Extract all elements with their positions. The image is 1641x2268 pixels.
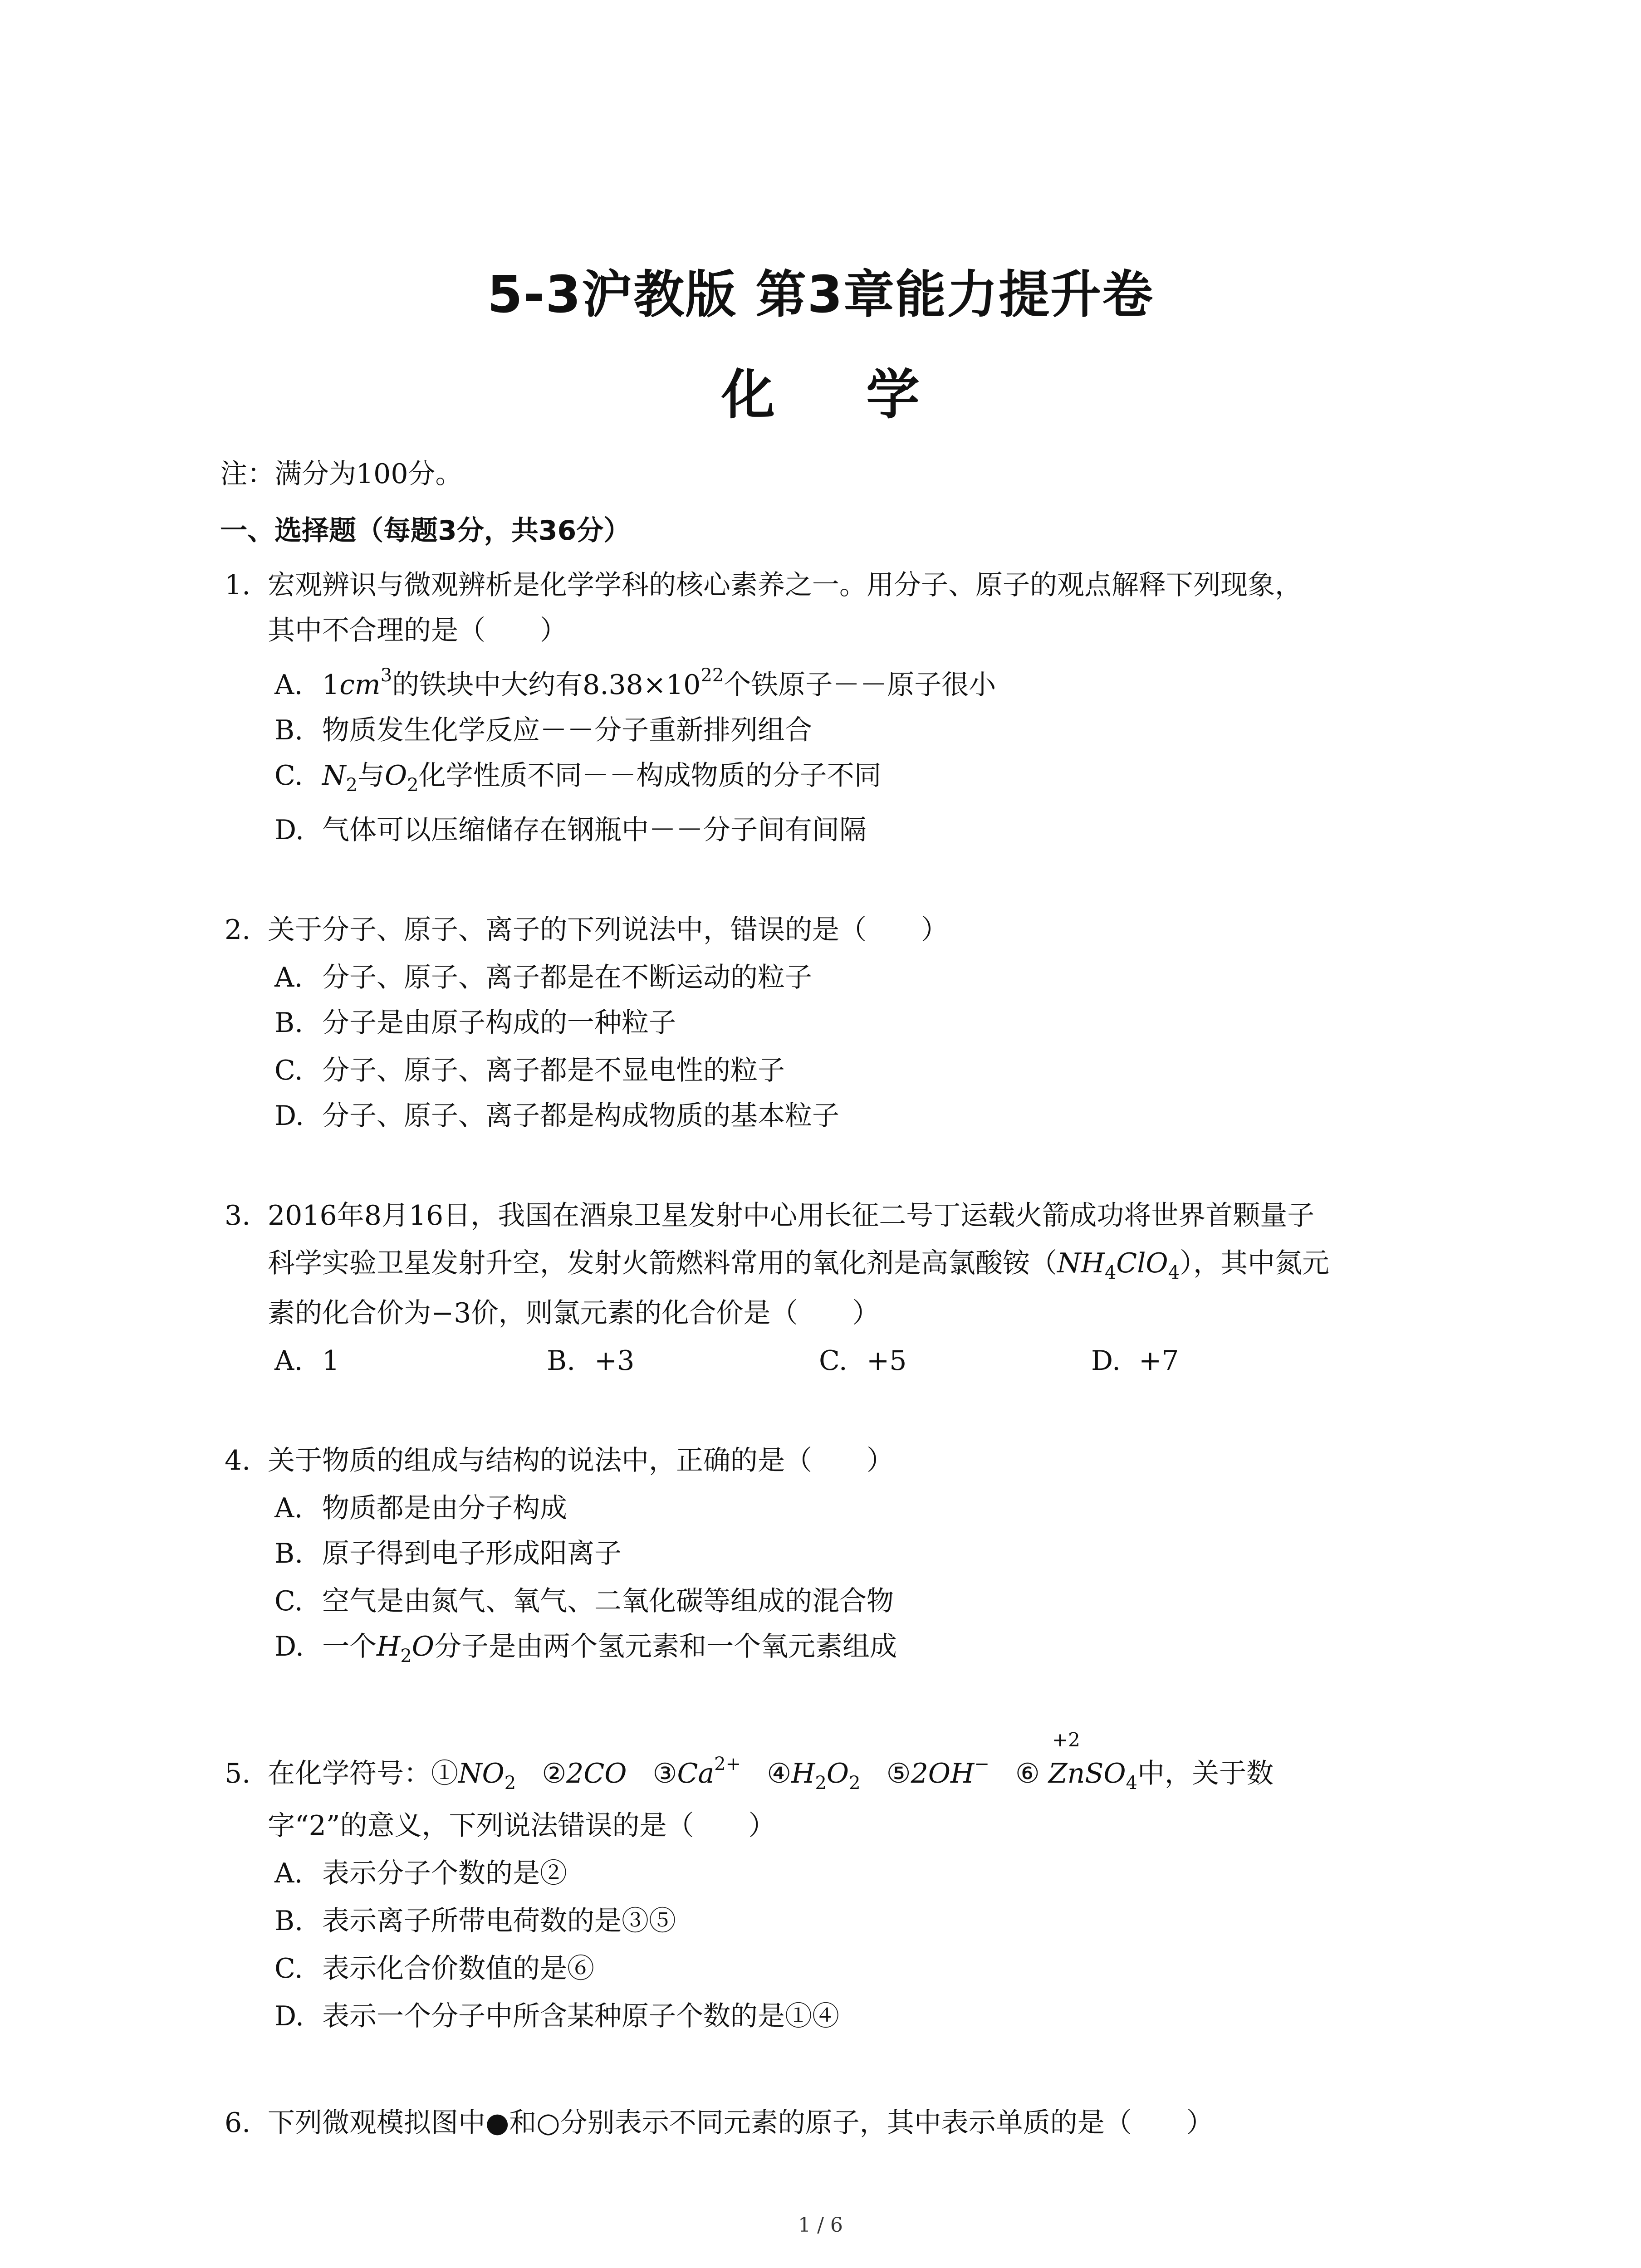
- q1-option-b: B. 物质发生化学反应－－分子重新排列组合: [274, 712, 812, 748]
- option-letter: C.: [274, 760, 303, 792]
- q5-number: 5.: [225, 1758, 251, 1789]
- option-letter: B.: [274, 1538, 304, 1569]
- q5-option-a: A. 表示分子个数的是②: [274, 1855, 567, 1892]
- option-letter: C.: [274, 1055, 303, 1086]
- q5-option-c: C. 表示化合价数值的是⑥: [274, 1950, 594, 1987]
- q2-option-b: B. 分子是由原子构成的一种粒子: [274, 1005, 676, 1041]
- q5-option-b: B. 表示离子所带电荷数的是③⑤: [274, 1903, 676, 1939]
- option-letter: D.: [274, 814, 304, 846]
- q5-stem-line1: 在化学符号：$①NO_2$ ②2CO $③Ca^{2+}$ $④H_2O_2$ ⑤2OH− ⑥ +2 ZnSO$_4$中，关于数: [268, 1729, 1274, 1794]
- q1-stem-line1: 宏观辨识与微观辨析是化学学科的核心素养之一。用分子、原子的观点解释下列现象，: [268, 569, 1302, 601]
- q3-stem-line2: 科学实验卫星发射升空，发射火箭燃料常用的氧化剂是高氯酸铵$(NH_4ClO_4)$，其中氮元: [268, 1247, 1330, 1283]
- q4-stem-line1: 关于物质的组成与结构的说法中，正确的是（ ）: [268, 1445, 894, 1476]
- page-number: 1 / 6: [798, 2214, 843, 2237]
- q2-option-d: D. 分子、原子、离子都是构成物质的基本粒子: [274, 1098, 839, 1134]
- option-letter: A.: [274, 669, 303, 701]
- option-letter: C.: [274, 1953, 303, 1984]
- option-letter: B.: [274, 1905, 304, 1937]
- q3-option-c: C. +5: [819, 1345, 907, 1377]
- option-letter: C.: [274, 1585, 303, 1617]
- q3-stem-line3: 素的化合价为−3价，则氯元素的化合价是（ ）: [268, 1297, 880, 1329]
- q1-option-c: C. $N_2$与$O_2$化学性质不同－－构成物质的分子不同: [274, 758, 882, 794]
- option-letter: D.: [274, 1631, 304, 1662]
- q2-number: 2.: [225, 914, 251, 946]
- q1-stem-line2: 其中不合理的是（ ）: [268, 615, 567, 646]
- document-title: 5-3沪教版 第3章能力提升卷: [487, 265, 1154, 324]
- q4-option-c: C. 空气是由氮气、氧气、二氧化碳等组成的混合物: [274, 1583, 894, 1619]
- q4-option-d: D. 一个$H_2O$分子是由两个氢元素和一个氧元素组成: [274, 1628, 897, 1665]
- q2-option-c: C. 分子、原子、离子都是不显电性的粒子: [274, 1052, 785, 1089]
- q5-option-d: D. 表示一个分子中所含某种原子个数的是①④: [274, 1998, 839, 2034]
- q1-number: 1.: [225, 569, 251, 601]
- option-letter: B.: [274, 1007, 304, 1039]
- q6-number: 6.: [225, 2107, 251, 2139]
- q3-option-b: B. +3: [547, 1345, 635, 1377]
- q1-option-a: A. $1cm^3$的铁块中大约有$8.38\times 10^{22}$个铁原子－－原子很小: [274, 667, 996, 703]
- q3-number: 3.: [225, 1200, 251, 1232]
- q3-stem-line1: 2016年8月16日，我国在酒泉卫星发射中心用长征二号丁运载火箭成功将世界首颗量子: [268, 1200, 1315, 1232]
- q4-option-a: A. 物质都是由分子构成: [274, 1490, 567, 1526]
- q3-option-a: A. 1: [274, 1345, 340, 1377]
- q6-stem-line1: 下列微观模拟图中●和○分别表示不同元素的原子，其中表示单质的是（ ）: [268, 2107, 1214, 2139]
- q3-option-d: D. +7: [1091, 1345, 1179, 1377]
- q4-option-b: B. 原子得到电子形成阳离子: [274, 1535, 622, 1572]
- q1-option-d: D. 气体可以压缩储存在钢瓶中－－分子间有间隔: [274, 812, 867, 848]
- option-letter: B.: [274, 714, 304, 746]
- q2-option-a: A. 分子、原子、离子都是在不断运动的粒子: [274, 959, 812, 996]
- option-letter: A.: [274, 1492, 303, 1524]
- option-letter: D.: [274, 2000, 304, 2032]
- q2-stem-line1: 关于分子、原子、离子的下列说法中，错误的是（ ）: [268, 914, 948, 946]
- score-note: 注：满分为100分。: [220, 458, 463, 490]
- subject-title: 化 学: [721, 363, 956, 426]
- section-heading: 一、选择题（每题3分，共36分）: [220, 515, 631, 547]
- q4-number: 4.: [225, 1445, 251, 1476]
- option-letter: D.: [274, 1100, 304, 1132]
- option-letter: A.: [274, 962, 303, 993]
- valence-mark: +2 Zn: [1048, 1729, 1085, 1789]
- q5-stem-line2: 字“2”的意义，下列说法错误的是（ ）: [268, 1810, 776, 1842]
- option-letter: A.: [274, 1857, 303, 1889]
